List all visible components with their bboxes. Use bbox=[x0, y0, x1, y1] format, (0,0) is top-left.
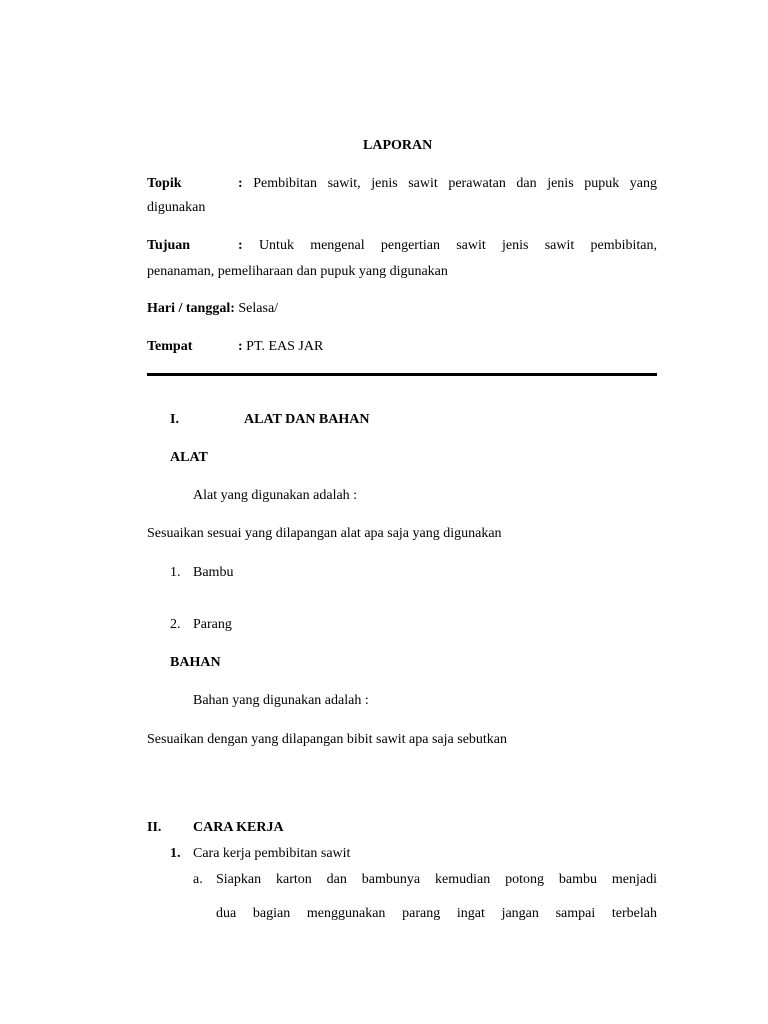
bahan-intro: Bahan yang digunakan adalah : bbox=[193, 693, 369, 708]
cara-kerja-1-text: Cara kerja pembibitan sawit bbox=[193, 846, 351, 861]
hari-label: Hari / tanggal: bbox=[147, 301, 235, 316]
alat-heading: ALAT bbox=[170, 450, 208, 465]
alat-item-1-number: 1. bbox=[170, 565, 181, 580]
tujuan-colon: : bbox=[238, 238, 243, 253]
topik-value-line2: digunakan bbox=[147, 200, 206, 215]
bahan-note: Sesuaikan dengan yang dilapangan bibit sawit apa saja sebutkan bbox=[147, 732, 508, 747]
topik-colon: : bbox=[238, 176, 243, 191]
tujuan-value-line2: penanaman, pemeliharaan dan pupuk yang digunakan bbox=[147, 264, 448, 279]
header-divider bbox=[147, 373, 657, 376]
tempat-value-row bbox=[238, 339, 323, 355]
tujuan-value-line1 bbox=[238, 238, 657, 254]
section2-number: II. bbox=[147, 820, 162, 835]
tempat-label: Tempat bbox=[147, 339, 193, 354]
tujuan-text: Untuk mengenal pengertian sawit jenis sawit pembibitan, bbox=[258, 238, 657, 253]
hari-row bbox=[147, 301, 278, 317]
bahan-heading: BAHAN bbox=[170, 655, 221, 670]
section1-heading: ALAT DAN BAHAN bbox=[244, 412, 370, 427]
tempat-colon: : bbox=[238, 339, 243, 354]
section1-number: I. bbox=[170, 412, 179, 427]
cara-kerja-1-number: 1. bbox=[170, 846, 181, 861]
topik-label: Topik bbox=[147, 176, 182, 191]
alat-item-2-text: Parang bbox=[193, 617, 232, 632]
step-a-letter: a. bbox=[193, 872, 203, 887]
tempat-value: PT. EAS JAR bbox=[246, 339, 324, 354]
document-title: LAPORAN bbox=[363, 138, 433, 153]
alat-item-1-text: Bambu bbox=[193, 565, 234, 580]
topik-text: Pembibitan sawit, jenis sawit perawatan dan jenis pupuk yang bbox=[253, 176, 657, 191]
alat-intro: Alat yang digunakan adalah : bbox=[193, 488, 358, 503]
alat-item-2-number: 2. bbox=[170, 617, 181, 632]
section2-heading: CARA KERJA bbox=[193, 820, 284, 835]
hari-value: Selasa/ bbox=[238, 301, 279, 316]
topik-value-line1 bbox=[238, 176, 657, 192]
alat-note: Sesuaikan sesuai yang dilapangan alat apa saja yang digunakan bbox=[147, 526, 502, 541]
step-a-line2: dua bagian menggunakan parang ingat jangan sampai terbelah bbox=[216, 906, 657, 921]
step-a-line1: Siapkan karton dan bambunya kemudian potong bambu menjadi bbox=[216, 872, 657, 887]
tujuan-label: Tujuan bbox=[147, 238, 191, 253]
